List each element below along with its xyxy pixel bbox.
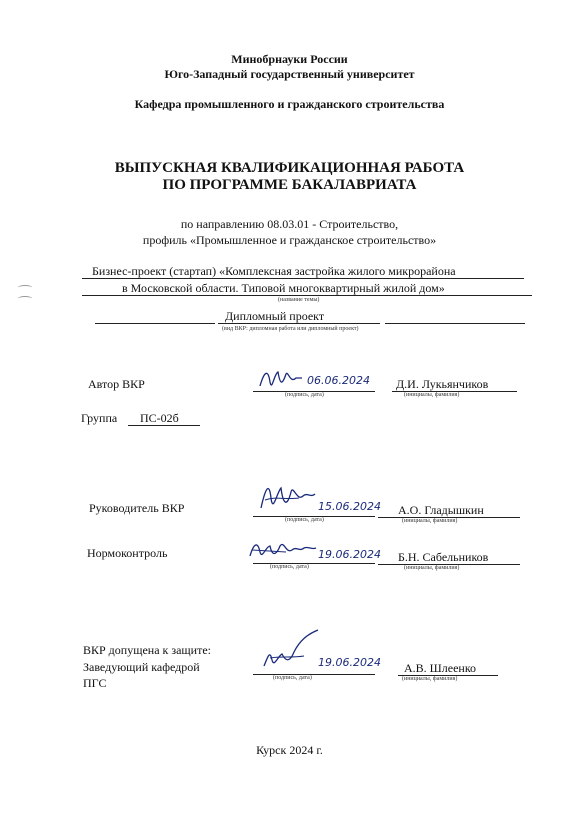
work-type: Дипломный проект xyxy=(225,309,325,323)
normcontrol-sig-caption: (подпись, дата) xyxy=(270,564,309,570)
normcontrol-label: Нормоконтроль xyxy=(87,546,168,560)
author-name: Д.И. Лукьянчиков xyxy=(396,377,489,391)
work-type-underline-mid xyxy=(218,323,380,324)
admission-line1: ВКР допущена к защите: xyxy=(83,643,211,657)
work-type-underline-right xyxy=(385,323,525,324)
normcontrol-name-caption: (инициалы, фамилия) xyxy=(404,565,460,571)
admission-name: А.В. Шлеенко xyxy=(404,661,477,675)
group-label: Группа xyxy=(81,411,118,425)
admission-sig-line xyxy=(253,674,375,675)
normcontrol-name: Б.Н. Сабельников xyxy=(398,550,489,564)
city-year: Курск 2024 г. xyxy=(256,743,323,757)
admission-signature-date: 19.06.2024 xyxy=(318,656,381,669)
author-name-caption: (инициалы, фамилия) xyxy=(404,392,460,398)
supervisor-name-caption: (инициалы, фамилия) xyxy=(402,518,458,524)
group-underline xyxy=(128,425,200,426)
direction-line2: профиль «Промышленное и гражданское строительство» xyxy=(142,233,437,247)
supervisor-label: Руководитель ВКР xyxy=(89,501,185,515)
supervisor-signature-date: 15.06.2024 xyxy=(318,500,381,513)
normcontrol-signature-date: 19.06.2024 xyxy=(318,548,381,561)
department-name: Кафедра промышленного и гражданского строительства xyxy=(134,97,445,111)
admission-name-caption: (инициалы, фамилия) xyxy=(402,676,458,682)
topic-line2: в Московской области. Типовой многоквартирный жилой дом» xyxy=(122,281,445,295)
admission-line2: Заведующий кафедрой xyxy=(83,660,200,674)
margin-mark xyxy=(18,285,32,290)
document-title-line1: ВЫПУСКНАЯ КВАЛИФИКАЦИОННАЯ РАБОТА xyxy=(114,160,465,176)
topic-underline-1 xyxy=(82,278,524,279)
normcontrol-signature xyxy=(246,536,320,566)
direction-line1: по направлению 08.03.01 - Строительство, xyxy=(180,217,399,231)
work-type-caption: (вид ВКР: дипломная работа или дипломный проект) xyxy=(222,326,359,332)
group-value: ПС-02б xyxy=(140,411,179,425)
admission-line3: ПГС xyxy=(83,676,107,690)
topic-caption: (название темы) xyxy=(278,297,320,303)
topic-line1: Бизнес-проект (стартап) «Комплексная застройка жилого микрорайона xyxy=(92,264,456,278)
admission-signature xyxy=(258,626,322,674)
author-signature-date: 06.06.2024 xyxy=(307,374,370,387)
document-title-line2: ПО ПРОГРАММЕ БАКАЛАВРИАТА xyxy=(162,177,417,193)
topic-underline-2 xyxy=(82,295,532,296)
supervisor-name: А.О. Гладышкин xyxy=(398,503,484,517)
university-name: Юго-Западный государственный университет xyxy=(164,67,415,81)
work-type-underline-left xyxy=(95,323,215,324)
admission-sig-caption: (подпись, дата) xyxy=(273,675,312,681)
ministry-name: Минобрнауки России xyxy=(231,52,348,66)
author-label: Автор ВКР xyxy=(88,377,145,391)
supervisor-signature xyxy=(255,478,317,518)
supervisor-sig-caption: (подпись, дата) xyxy=(285,517,324,523)
margin-mark xyxy=(18,296,32,301)
author-sig-caption: (подпись, дата) xyxy=(285,392,324,398)
